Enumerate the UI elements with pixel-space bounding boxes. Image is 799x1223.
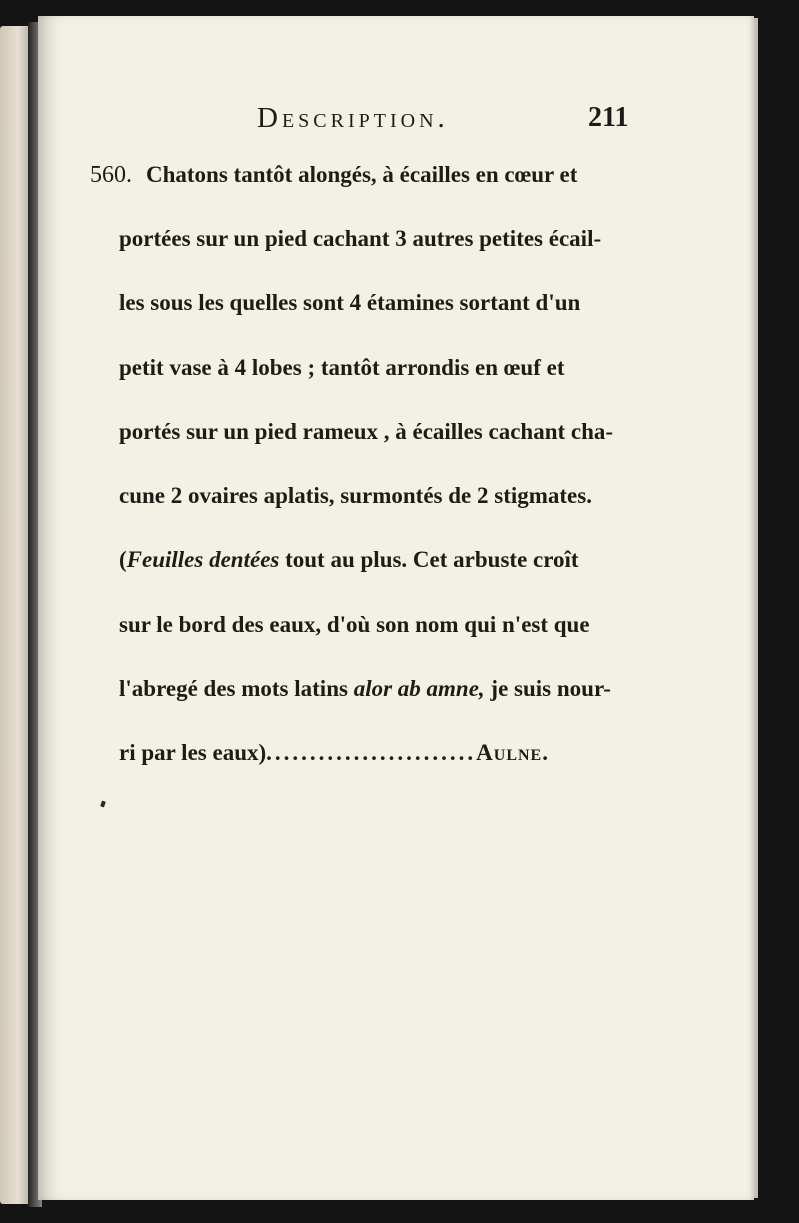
italic-phrase: Feuilles dentées [126,547,280,572]
entry-text-line: portées sur un pied cachant 3 autres petites écail- [119,226,602,251]
entry-text-line: ri par les eaux) [119,740,267,765]
entry-line-10 [119,740,799,766]
entry-text-line: (Feuilles dentées tout au plus. Cet arbuste croît [119,547,579,572]
leader-dots: ........................ [266,740,477,765]
entry-number: 560. [90,162,132,188]
entry-line-1 [90,162,799,189]
ink-mark [100,800,106,807]
entry-line-4 [119,355,799,381]
italic-phrase: alor ab amne, [353,676,485,701]
entry-text-line: Chatons tantôt alongés, à écailles en cœur et [146,162,578,187]
entry-result: Aulne. [476,740,549,765]
entry-text-line: les sous les quelles sont 4 étamines sortant d'un [119,290,581,315]
entry-line-7 [119,547,799,573]
entry-text-line: cune 2 ovaires aplatis, surmontés de 2 stigmates. [119,483,592,508]
left-page-edge [0,26,30,1204]
entry-line-3 [119,290,799,316]
book-page [38,16,754,1200]
entry-line-5 [119,419,799,445]
entry-text-line: portés sur un pied rameux , à écailles cachant cha- [119,419,614,444]
entry-text-line: l'abregé des mots latins alor ab amne, je suis nour- [119,676,611,701]
entry-line-2 [119,226,799,252]
entry-line-8 [119,612,799,638]
page-number: 211 [588,102,629,133]
entry-text-line: sur le bord des eaux, d'où son nom qui n'est que [119,612,590,637]
entry-line-9 [119,676,799,702]
entry-text-line: petit vase à 4 lobes ; tantôt arrondis en œuf et [119,355,565,380]
entry-line-6 [119,483,799,509]
running-header [38,102,754,142]
page-title: Description. [257,102,449,134]
